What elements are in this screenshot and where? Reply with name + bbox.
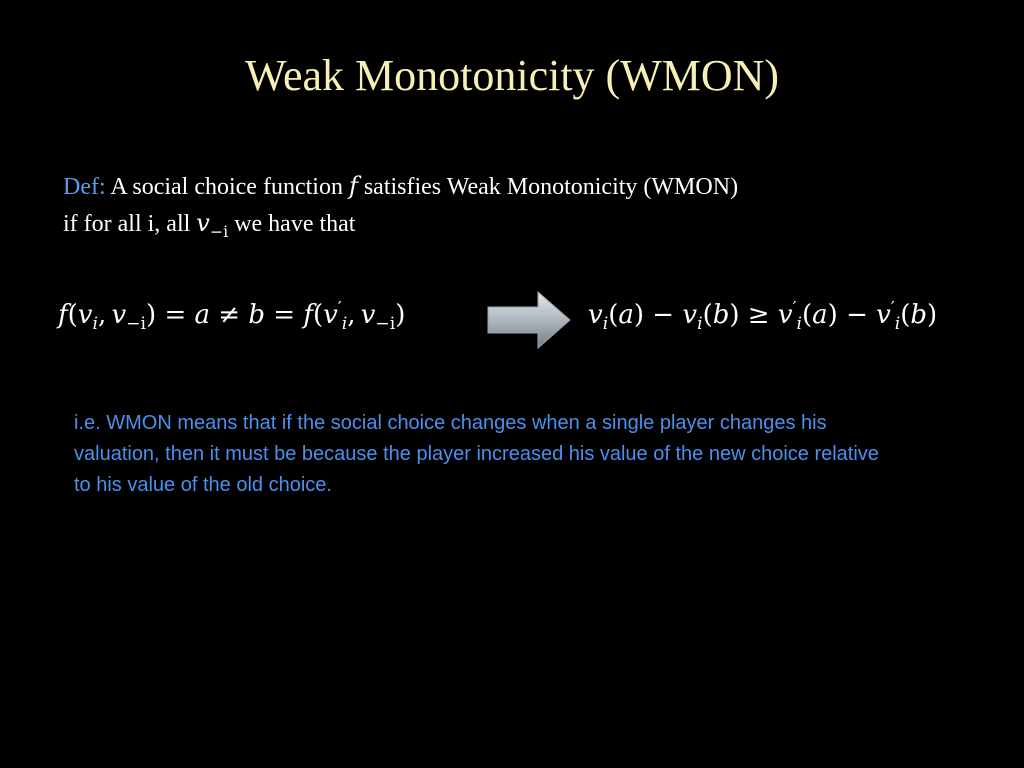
right-arrow-icon — [486, 290, 572, 350]
conclusion-formula: $v_i(a) - v_i(b) \ge v'_i(a) - v'_i(b)$ — [588, 298, 938, 335]
definition-text-3: if for all i, all — [63, 211, 191, 237]
definition-text-2: satisfies Weak Monotonicity (WMON) — [363, 174, 739, 200]
definition-label: Def: — [63, 174, 106, 200]
premise-formula: $f(v_i$, $v_{-i}) = a \ne b = f(v'_i$, $v_{-i}$) — [58, 298, 406, 335]
function-symbol-f: f — [348, 172, 358, 200]
definition-text-1: A social choice function — [110, 174, 343, 200]
valuation-symbol: $v_{-i}$ — [196, 209, 229, 241]
explanation-text: i.e. WMON means that if the social choice changes when a single player changes his valuation, then it must be because the player increased his value of the new choice relative to his value of the old choice. — [74, 412, 879, 496]
slide-title: Weak Monotonicity (WMON) — [244, 51, 780, 100]
definition-paragraph — [63, 168, 983, 242]
definition-text-4: we have that — [234, 211, 356, 237]
